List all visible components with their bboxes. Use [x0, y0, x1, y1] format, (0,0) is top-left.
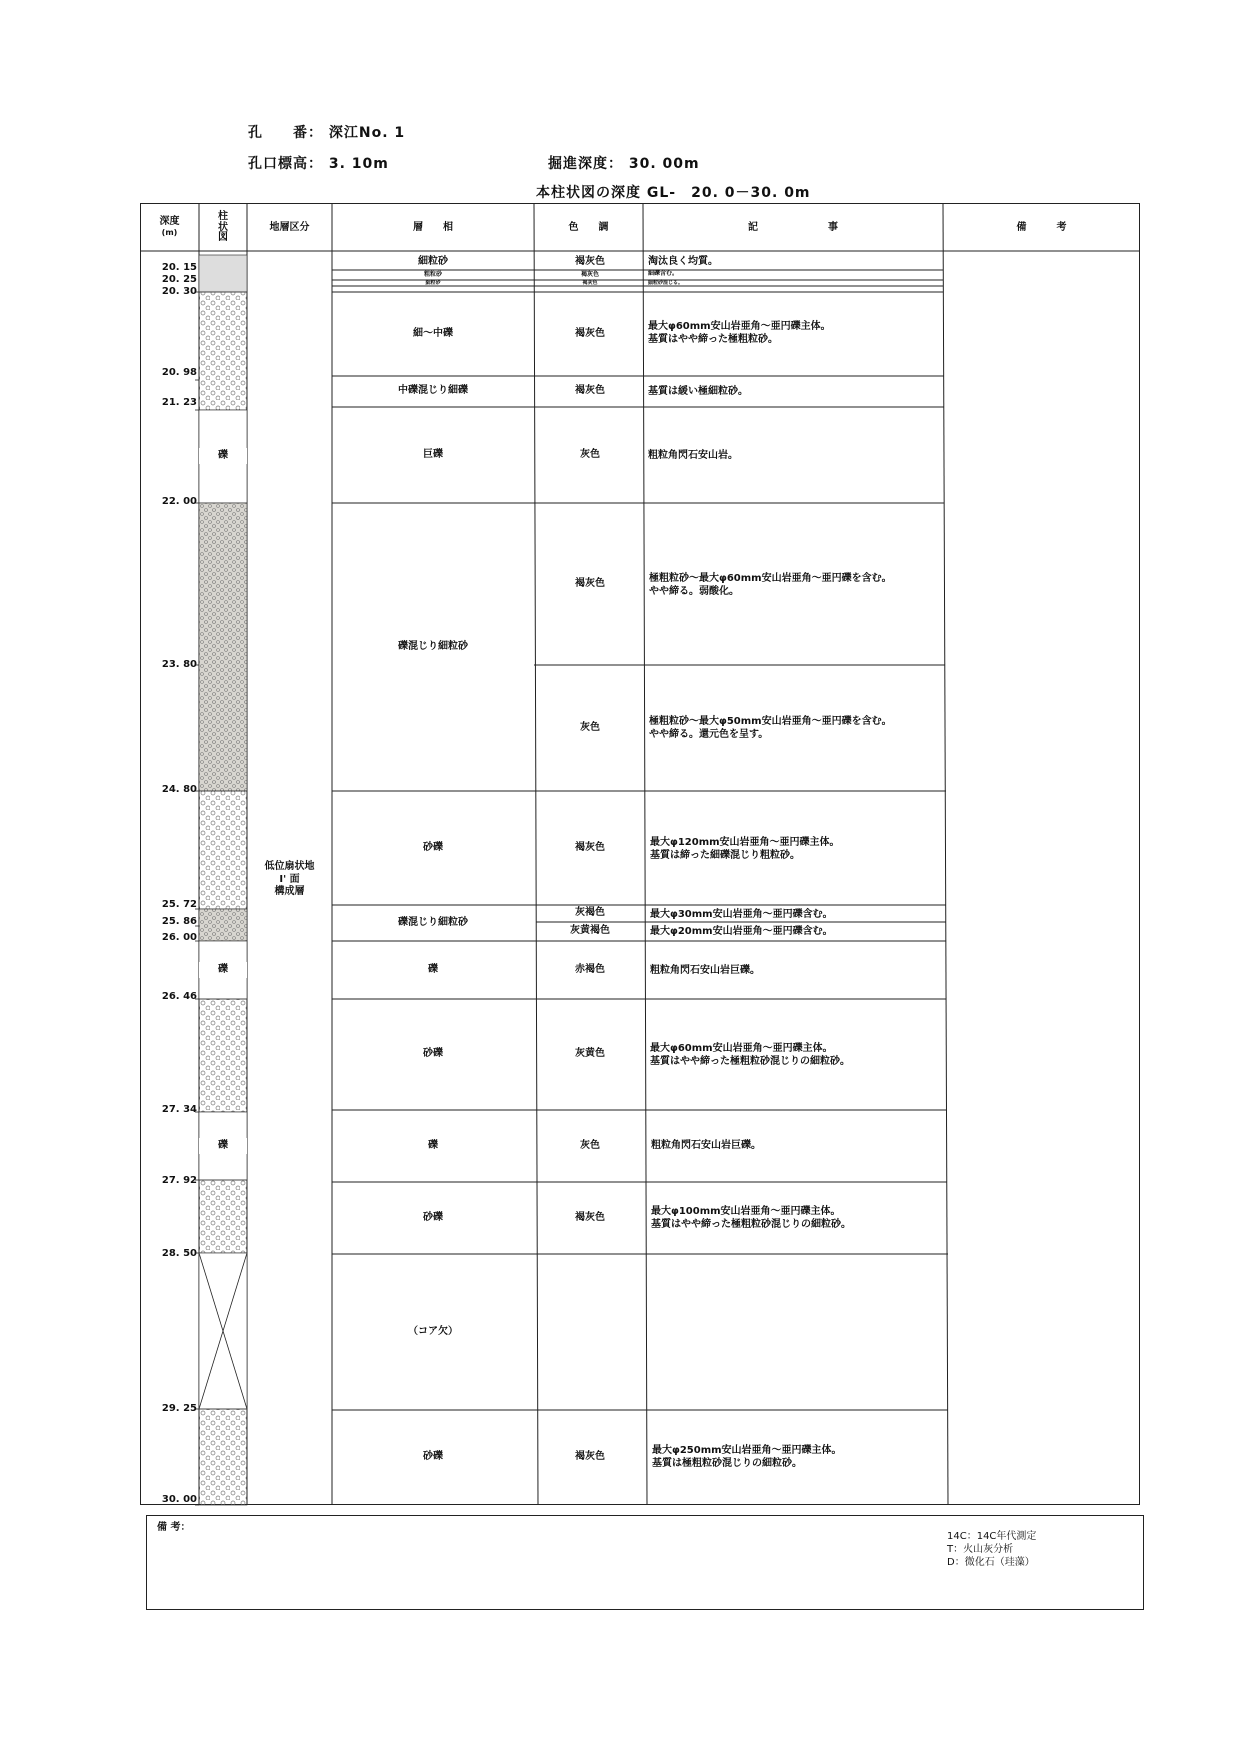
depth-label: 27. 92: [161, 1175, 197, 1186]
facies-cell: 礫混じり細粒砂: [398, 916, 468, 928]
color-cell: 褐灰色: [575, 1211, 605, 1223]
pillar-label: 礫: [199, 962, 247, 978]
color-cell: 褐灰色: [575, 1451, 605, 1463]
remarks-label: 備 考：: [157, 1522, 191, 1533]
depth-label: 24. 80: [161, 784, 197, 795]
facies-cell: 巨礫: [423, 448, 443, 460]
legend-tephra: T：火山灰分析: [947, 1544, 1014, 1555]
color-cell: 褐灰色: [575, 327, 605, 339]
facies-cell: 中礫混じり細礫: [398, 385, 468, 397]
depth-label: 21. 23: [161, 397, 197, 408]
description-cell: 細粒砂混じる。: [648, 280, 684, 286]
description-cell: 粗粒角閃石安山岩巨礫。: [650, 965, 760, 976]
facies-cell: 粗粒砂: [423, 271, 442, 279]
color-cell: 褐灰色: [580, 271, 599, 279]
col-depth-header: 深度: [159, 215, 180, 227]
col-unit-header: 地層区分: [269, 221, 310, 233]
depth-label: 20. 30: [161, 286, 197, 297]
color-cell: 灰黄色: [575, 1048, 605, 1060]
col-depth-unit: (m): [161, 228, 178, 238]
description-cell: 淘汰良く均質。: [648, 256, 718, 267]
legend-14c: 14C：14C年代測定: [947, 1531, 1037, 1542]
facies-cell: 砂礫: [423, 1048, 443, 1060]
pillar-label: 礫: [199, 448, 247, 464]
depth-label: 28. 50: [161, 1248, 197, 1259]
depth-label: 27. 34: [161, 1104, 197, 1115]
color-cell: 褐灰色: [582, 280, 598, 287]
drill-depth-value: 30. 00m: [628, 156, 700, 172]
facies-cell: 砂礫: [423, 1451, 443, 1463]
depth-label: 22. 00: [161, 496, 197, 507]
description-cell: 最大φ250mm安山岩亜角～亜円礫主体。 基質は極粗粒砂混じりの細粒砂。: [652, 1445, 842, 1469]
depth-range-value: GL- 20. 0－30. 0m: [646, 185, 811, 201]
color-cell: 赤褐色: [575, 963, 605, 975]
legend-microfossil: D：微化石（珪藻）: [947, 1557, 1035, 1568]
depth-label: 26. 00: [161, 932, 197, 943]
depth-label: 20. 98: [161, 367, 197, 378]
facies-cell: 礫混じり細粒砂: [398, 640, 468, 652]
hole-number-label: 孔 番：: [248, 125, 323, 141]
description-cell: 極粗粒砂～最大φ60mm安山岩亜角～亜円礫を含む。 やや締る。弱酸化。: [649, 573, 892, 597]
color-cell: 褐灰色: [575, 255, 605, 267]
description-cell: 最大φ120mm安山岩亜角～亜円礫主体。 基質は締った細礫混じり粗粒砂。: [650, 837, 840, 861]
pillar-label: 礫: [199, 1138, 247, 1154]
facies-cell: 細粒砂: [418, 255, 448, 267]
depth-label: 25. 72: [161, 899, 197, 910]
description-cell: 最大φ30mm安山岩亜角～亜円礫含む。: [650, 909, 833, 920]
depth-label: 29. 25: [161, 1403, 197, 1414]
depth-label: 30. 00: [161, 1494, 197, 1505]
elevation-value: 3. 10m: [328, 156, 389, 172]
col-color-header: 色 調: [568, 221, 609, 233]
color-cell: 褐灰色: [575, 577, 605, 589]
remarks-box: [146, 1515, 1144, 1610]
facies-cell: 礫: [428, 963, 438, 975]
description-cell: 粗粒角閃石安山岩。: [648, 450, 738, 461]
description-cell: 最大φ60mm安山岩亜角～亜円礫主体。 基質はやや締った極粗粒砂。: [648, 321, 831, 345]
color-cell: 褐灰色: [575, 385, 605, 397]
description-cell: 最大φ100mm安山岩亜角～亜円礫主体。 基質はやや締った極粗粒砂混じりの細粒砂。: [651, 1206, 851, 1230]
depth-label: 25. 86: [161, 916, 197, 927]
facies-cell: 礫: [428, 1139, 438, 1151]
description-cell: 基質は緩い極細粒砂。: [648, 386, 748, 397]
hole-number-value: 深江No. 1: [328, 125, 406, 141]
drill-depth-label: 掘進深度：: [548, 156, 623, 172]
depth-range-label: 本柱状図の深度: [536, 185, 641, 201]
description-cell: 最大φ20mm安山岩亜角～亜円礫含む。: [650, 926, 833, 937]
stratigraphic-unit: 低位扇状地 Ⅰ' 面 構成層: [264, 861, 315, 898]
depth-label: 20. 25: [161, 274, 197, 285]
facies-cell: （コア欠）: [408, 1325, 458, 1337]
col-remarks-header: 備 考: [1016, 221, 1067, 233]
col-pillar-header: 柱 状 図: [218, 211, 228, 244]
facies-cell: 砂礫: [423, 841, 443, 853]
description-cell: 最大φ60mm安山岩亜角～亜円礫主体。 基質はやや締った極粗粒砂混じりの細粒砂。: [650, 1043, 850, 1067]
col-desc-header: 記 事: [748, 221, 838, 233]
depth-label: 26. 46: [161, 991, 197, 1002]
depth-label: 23. 80: [161, 659, 197, 670]
description-cell: 極粗粒砂～最大φ50mm安山岩亜角～亜円礫を含む。 やや締る。還元色を呈す。: [649, 716, 892, 740]
col-facies-header: 層 相: [413, 221, 453, 233]
depth-label: 20. 15: [161, 262, 197, 273]
facies-cell: 砂礫: [423, 1211, 443, 1223]
facies-cell: 細～中礫: [413, 327, 453, 339]
color-cell: 灰色: [580, 721, 600, 733]
description-cell: 粗粒角閃石安山岩巨礫。: [651, 1140, 761, 1151]
color-cell: 褐灰色: [575, 841, 605, 853]
description-cell: 細礫含む。: [648, 270, 679, 277]
color-cell: 灰褐色: [575, 907, 605, 919]
elevation-label: 孔口標高：: [248, 156, 323, 172]
facies-cell: 細粒砂: [425, 280, 441, 287]
color-cell: 灰黄褐色: [570, 925, 610, 937]
color-cell: 灰色: [580, 1139, 600, 1151]
color-cell: 灰色: [580, 448, 600, 460]
